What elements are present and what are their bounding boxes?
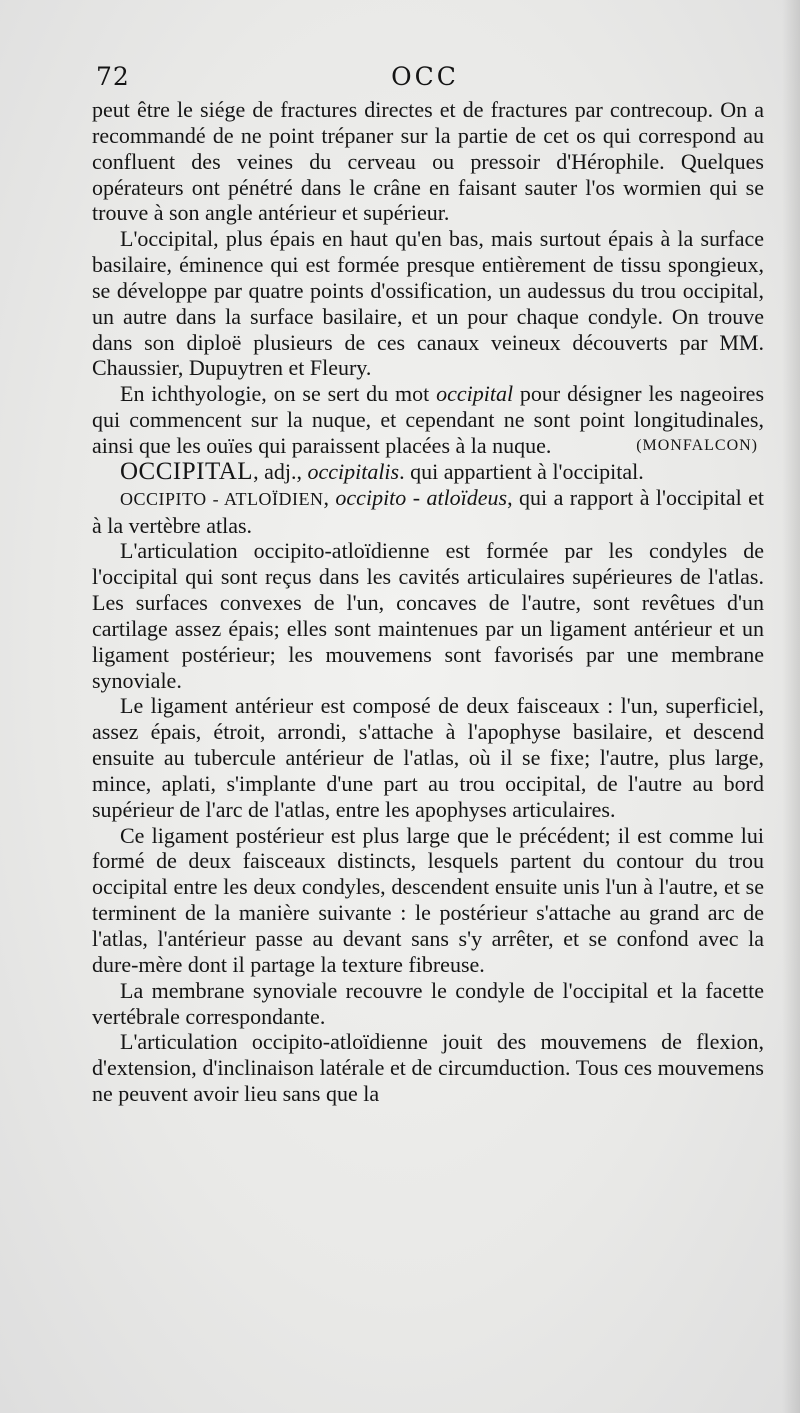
paragraph-mouvemens: L'articulation occipito-atloïdienne jouit des mouvemens de flexion, d'extension, d'inclinaison latérale et de circumduction. Tous ces mouvemens ne peuvent avoir lieu sans que la <box>92 1029 764 1107</box>
body-text <box>92 97 764 1107</box>
paragraph-ossification: L'occipital, plus épais en haut qu'en bas, mais surtout épais à la surface basilaire, éminence qui est formée presque entièrement de tissu spongieux, se développe par quatre points d'ossification, un audessus du trou occipital, un autre dans la surface basilaire, et un pour chaque condyle. On trouve dans son diploë plusieurs de ces canaux veineux découverts par MM. Chaussier, Dupuytren et Fleury. <box>92 226 764 381</box>
occipital-latin: occipitalis <box>307 458 400 484</box>
page-number: 72 <box>96 62 130 91</box>
paragraph-ligament-anterieur: Le ligament antérieur est composé de deux faisceaux : l'un, superficiel, assez épais, étroit, arrondi, s'attache à l'apophyse basilaire, et descend ensuite au tubercule antérieur de l'atlas, où il se fixe; l'autre, plus large, mince, aplati, s'implante d'une part au trou occipital, de l'autre au bord supérieur de l'arc de l'atlas, entre les apophyses articulaires. <box>92 693 764 822</box>
ichthyologie-italic-term: occipital <box>436 381 514 407</box>
running-head: OCC <box>391 62 459 91</box>
ichthyologie-text-before: En ichthyologie, on se sert du mot <box>120 381 437 407</box>
page-header <box>88 62 762 102</box>
headword-occipito-atloidien: OCCIPITO - ATLOÏDIEN <box>120 488 324 509</box>
author-signature: (MONFALCON) <box>636 436 758 454</box>
ichthyologie-text-after: pour désigner les nageoires qui commencent sur la nuque, et cependant ne sont point longitudinales, ainsi que les ouïes qui paraissent placées à la nuque. <box>92 381 765 458</box>
paragraph-articulation: L'articulation occipito-atloïdienne est formée par les condyles de l'occipital qui sont reçus dans les cavités articulaires supérieures de l'atlas. Les surfaces convexes de l'un, concaves de l'autre, sont revêtues d'un cartilage assez épais; elles sont maintenues par un ligament antérieur et un ligament postérieur; les mouvemens sont favorisés par une membrane synoviale. <box>92 538 764 693</box>
paragraph-fractures: peut être le siége de fractures directes et de fractures par contrecoup. On a recommandé de ne point trépaner sur la partie de cet os qui correspond au confluent des veines du cerveau ou pressoir d'Hérophile. Quelques opérateurs ont pénétré dans le crâne en faisant sauter l'os wormien qui se trouve à son angle antérieur et supérieur. <box>92 97 764 226</box>
paragraph-ichthyologie <box>92 381 764 459</box>
paragraph-ligament-posterieur: Ce ligament postérieur est plus large que le précédent; il est comme lui formé de deux faisceaux distincts, lesquels partent du contour du trou occipital entre les deux condyles, descendent ensuite unis l'un à l'autre, et se terminent de la manière suivante : le postérieur s'attache au grand arc de l'atlas, l'antérieur passe au devant sans s'y arrêter, et se confond avec la dure-mère dont il partage la texture fibreuse. <box>92 822 764 977</box>
atloidien-definition: , qui a rapport à l'occipital et à la vertèbre atlas. <box>92 484 765 538</box>
entry-occipito-atloidien <box>92 485 764 539</box>
atloidien-latin: occipito - atloïdeus <box>335 484 508 510</box>
atloidien-separator: , <box>323 484 336 510</box>
occipital-definition: . qui appartient à l'occipital. <box>399 458 644 484</box>
entry-occipital <box>92 459 764 485</box>
occipital-grammar: , adj., <box>253 458 308 484</box>
headword-occipital: OCCIPITAL <box>120 457 254 485</box>
paragraph-membrane-synoviale: La membrane synoviale recouvre le condyle de l'occipital et la facette vertébrale correspondante. <box>92 977 764 1029</box>
